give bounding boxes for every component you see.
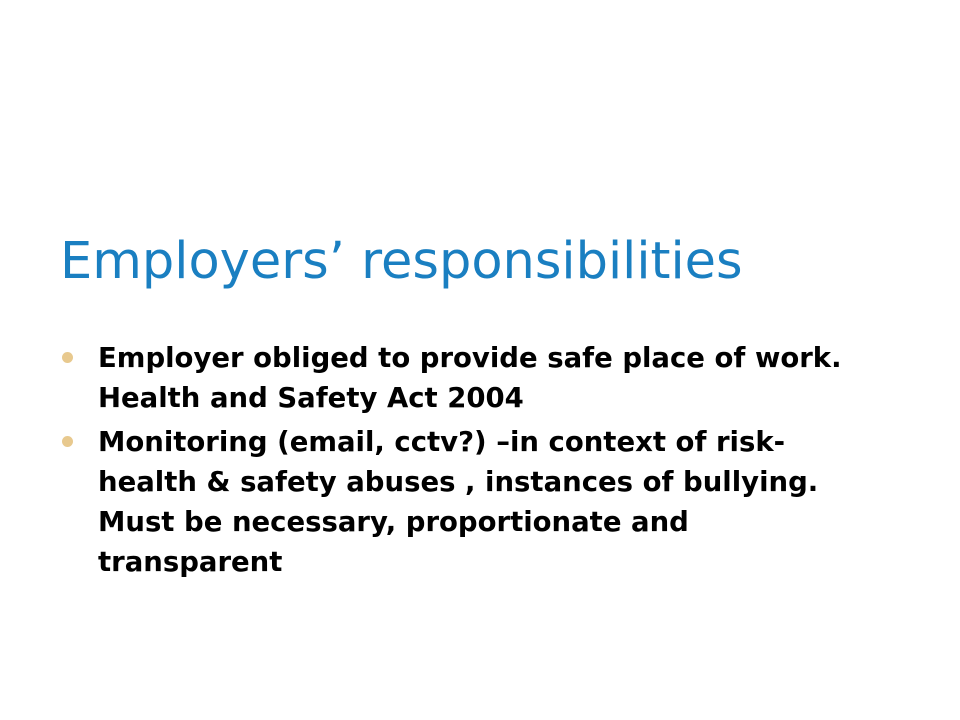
bullet-text: Employer obliged to provide safe place of work. Health and Safety Act 2004 xyxy=(98,342,842,414)
bullet-dot-icon xyxy=(62,352,73,363)
bullet-item xyxy=(60,422,880,582)
slide-title: Employers’ responsibilities xyxy=(60,232,743,291)
bullet-list xyxy=(60,338,880,586)
bullet-text: Monitoring (email, cctv?) –in context of risk- health & safety abuses , instances of bullying. Must be necessary, proportionate and transparent xyxy=(98,426,819,578)
bullet-item xyxy=(60,338,880,418)
bullet-dot-icon xyxy=(62,436,73,447)
